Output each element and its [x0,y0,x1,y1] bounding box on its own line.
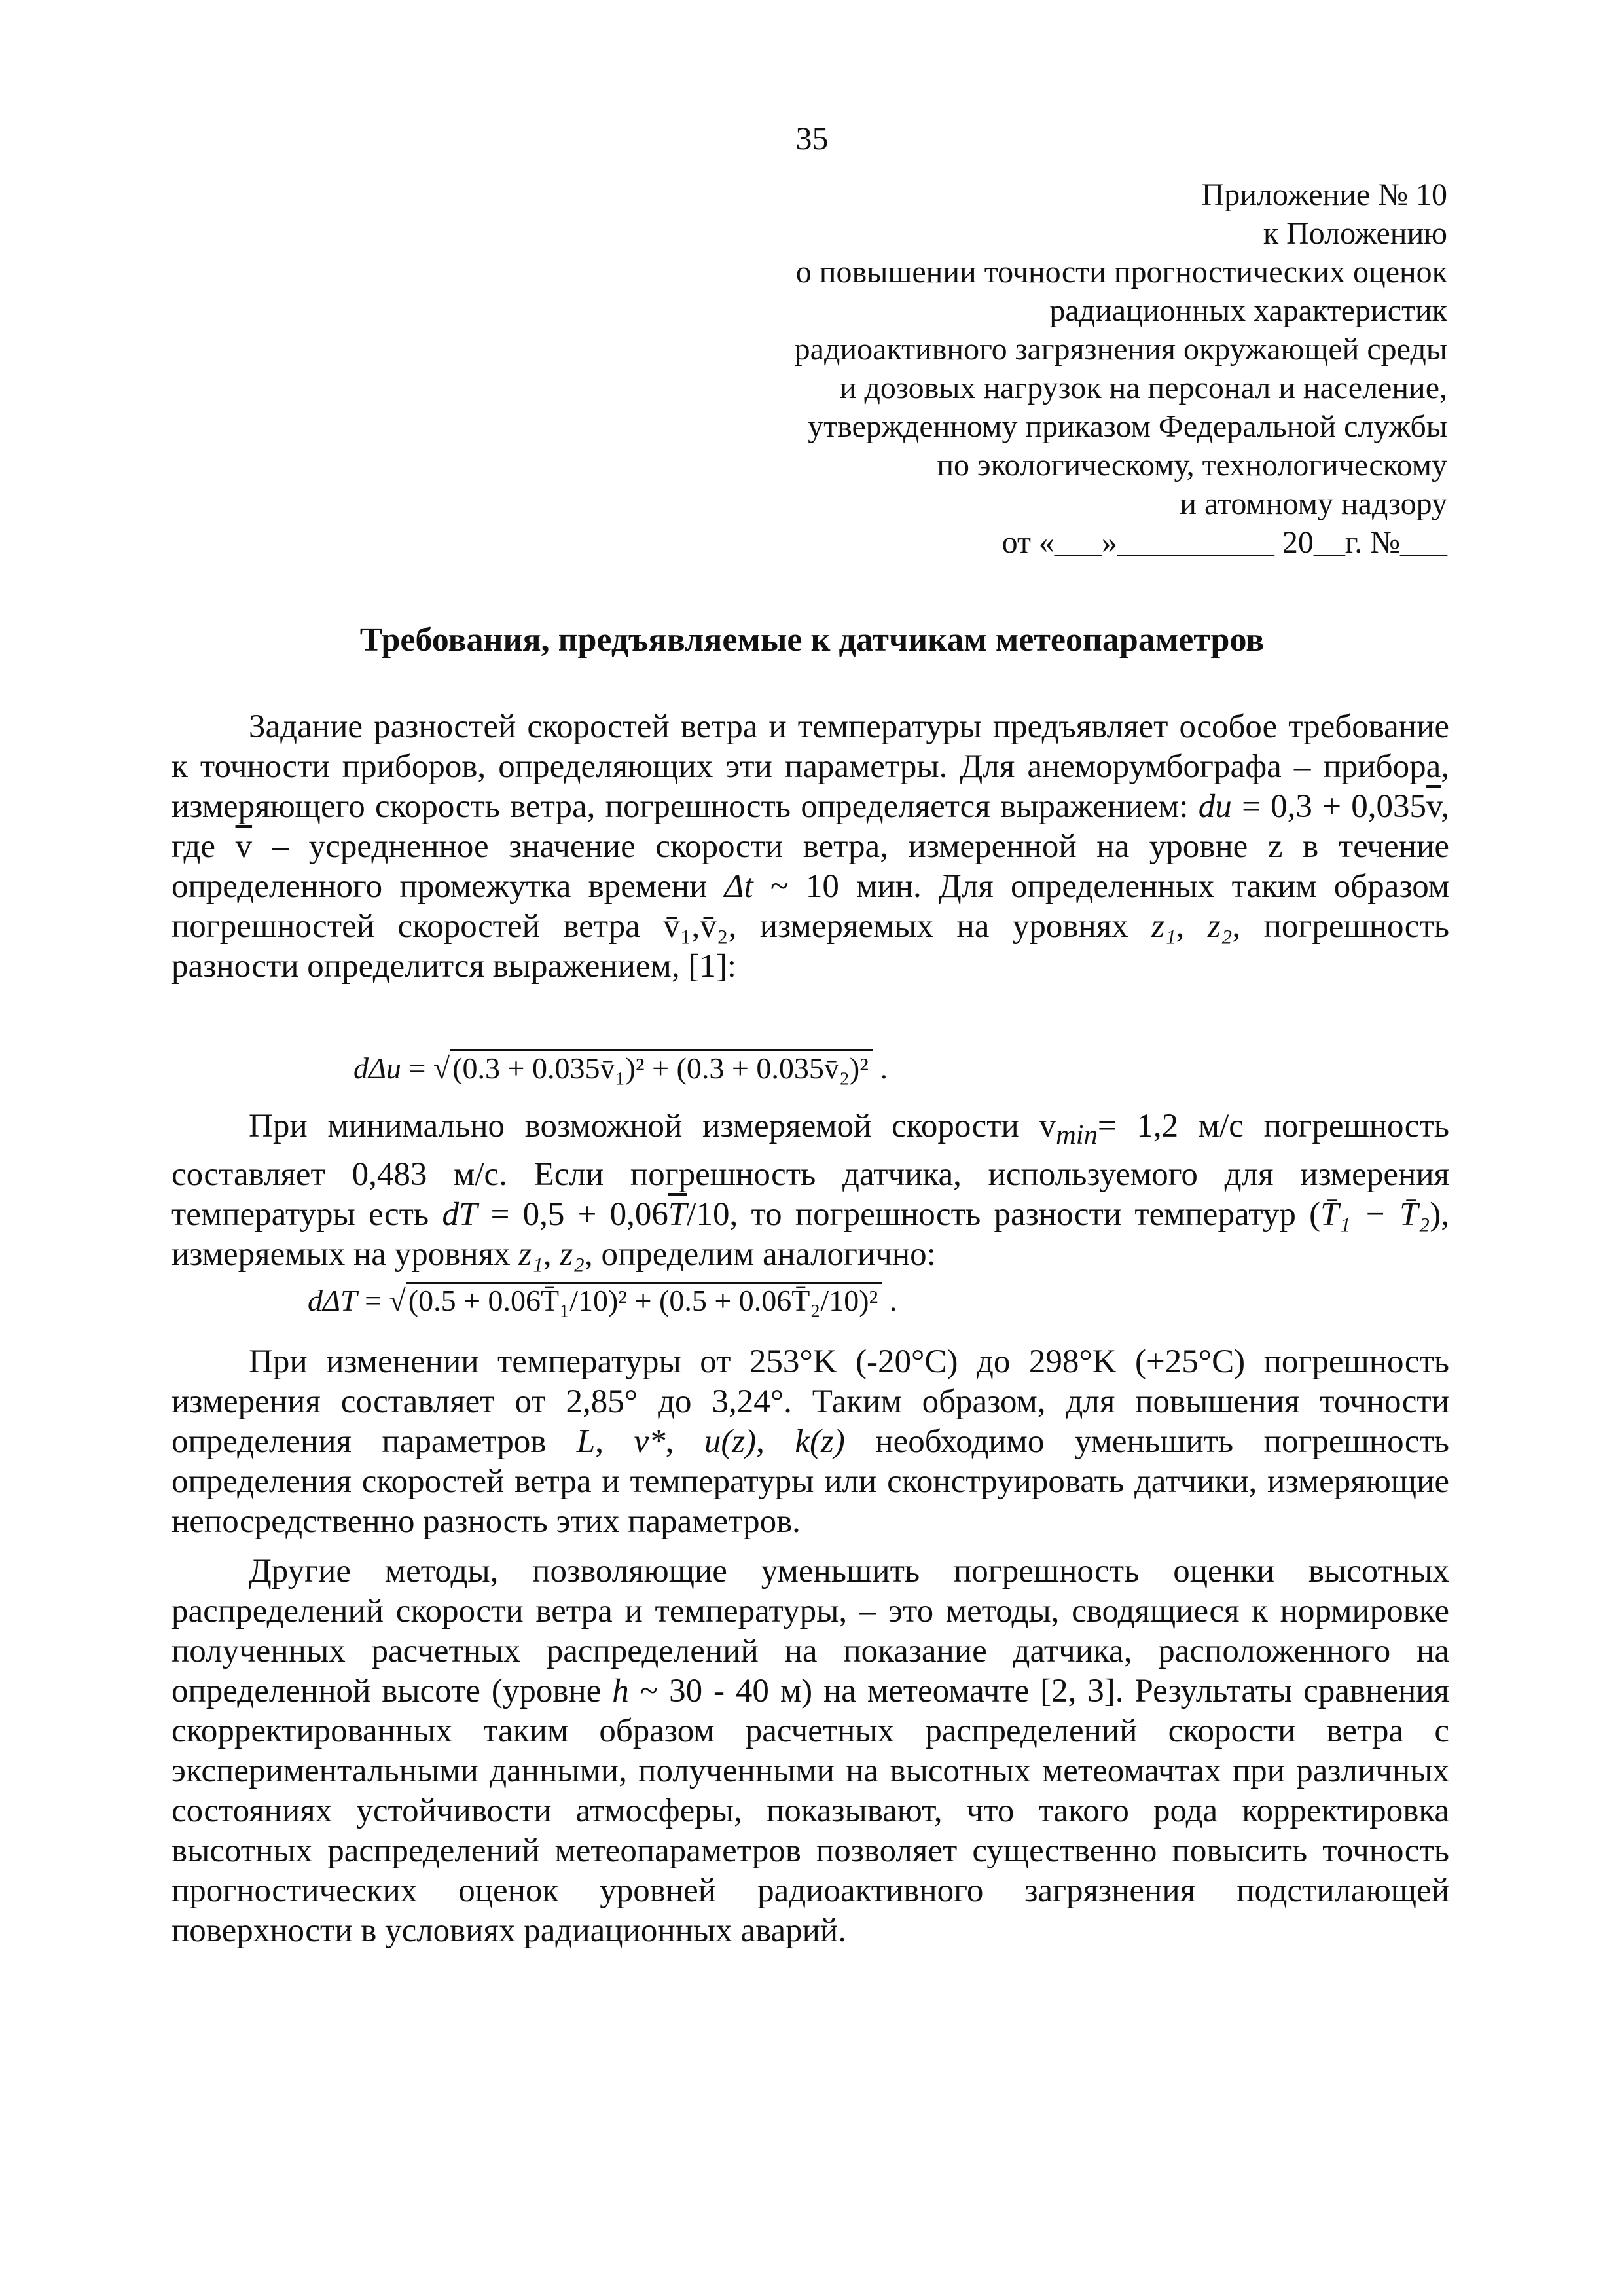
annex-line: и атомному надзору [1180,486,1447,521]
document-title: Требования, предъявляемые к датчикам метеопараметров [359,621,1265,659]
paragraph-4 [171,1552,1449,1951]
paragraph-text: При изменении температуры от 253°K (-20°C) до 298°K (+25°C) погрешность измерения составляет от 2,85° до 3,24°. Таким образом, для повышения точности определения параметров L, v*, u(z), k(z) необходимо уменьшить погрешность определения скоростей ветра и температуры или сконструировать датчики, измеряющие непосредственно разность этих параметров. [171,1343,1450,1540]
annex-line: по экологическому, технологическому [937,448,1447,483]
paragraph-1 [171,707,1449,987]
paragraph-2 [171,1106,1449,1275]
annex-line: утвержденному приказом Федеральной службы [808,409,1447,444]
paragraph-text: Задание разностей скоростей ветра и температуры предъявляет особое требование к точности приборов, определяющих эти параметры. Для анеморумбографа – прибора, измеряющего скорость ветра, погрешность определяется выражением: du = $0,3 + 0,035\overline{v}$, где $\overline{v}$ – усредненное значение скорости ветра, измеренной на уровне z в течение определенного промежутка времени Δt ~ 10 мин. Для определенных таким образом погрешностей скоростей ветра v̄₁,v̄₂, измеряемых на уровнях z₁, z₂, погрешность разности определится выражением, [1]: [171,708,1449,985]
annex-header [795,175,1447,562]
formula-wind-difference: dΔu = √(0.3 + 0.035v̄₁)² + (0.3 + 0.035v̄₂)² . [353,1051,888,1085]
annex-line: радиоактивного загрязнения окружающей среды [794,332,1447,367]
page-number: 35 [795,120,829,156]
annex-line: Приложение № 10 [1201,177,1447,212]
annex-line: к Положению [1263,216,1447,251]
formula-temperature-difference: dΔT = √(0.5 + 0.06T̄₁/10)² + (0.5 + 0.06T̄₂/10)² . [308,1283,897,1318]
annex-line: о повышении точности прогностических оценок [795,255,1447,289]
paragraph-text: Другие методы, позволяющие уменьшить погрешность оценки высотных распределений скорости ветра и температуры, – это методы, сводящиеся к нормировке полученных расчетных распределений на показание датчика, расположенного на определенной высоте (уровне h ~ 30 - 40 м) на метеомачте [2, 3]. Результаты сравнения скорректированных таким образом расчетных распределений скорости ветра с экспериментальными данными, полученными на высотных метеомачтах при различных состояниях устойчивости атмосферы, показывают, что такого рода корректировка высотных распределений метеопараметров позволяет существенно повысить точность прогностических оценок уровней радиоактивного загрязнения подстилающей поверхности в условиях радиационных аварий. [171,1553,1449,1949]
paragraph-3 [171,1342,1449,1542]
paragraph-text: При минимально возможной измеряемой скорости $v_{min}= 1,2$ м/с погрешность составляет 0,483 м/с. Если погрешность датчика, используемого для измерения температуры есть dT = $0,5 + 0,06\overline{T}/10$, то погрешность разности температур (T̄₁ − T̄₂), измеряемых на уровнях z₁, z₂, определим аналогично: [171,1108,1449,1273]
annex-line: и дозовых нагрузок на персонал и население, [839,371,1447,405]
annex-line: от «___»__________ 20__г. №___ [1001,525,1447,560]
annex-line: радиационных характеристик [1049,293,1447,328]
